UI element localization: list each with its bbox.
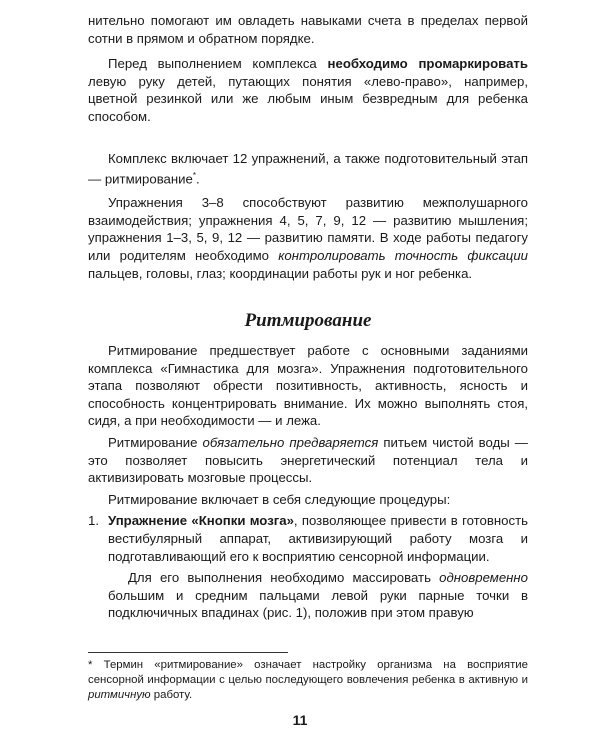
- text: .: [196, 171, 200, 187]
- footnote-mark: *: [88, 659, 93, 671]
- text: Ритмирование предшествует работе с основными заданиями комплекса «Гимнастика для мозга». Упражнения подготовительного этапа позволяют обрести позитивность, активность, ясность и способность концентрировать внимание. Их можно выполнять стоя, сидя, а при необходимости — и лежа.: [88, 343, 528, 429]
- body-text: [88, 12, 528, 622]
- bold-text: Упражнение «Кнопки мозга»: [108, 513, 294, 529]
- text: работу.: [150, 689, 193, 702]
- paragraph-marking: [88, 55, 528, 125]
- italic-text: обязательно предваряется: [202, 435, 379, 451]
- text: питьем чистой воды — это позволяет повысить энергетический потенциал тела и активизировать мозговые процессы.: [88, 435, 528, 486]
- text: Для его выполнения необходимо массировать: [128, 570, 440, 586]
- text: левую руку детей, путающих понятия «лево-право», например, цветной резинкой или же любым иным безвредным для ребенка способом.: [88, 73, 528, 124]
- page-number: 11: [292, 712, 308, 728]
- text: Комплекс включает 12 упражнений, а также подготовительный этап — ритмирование: [88, 150, 528, 187]
- footnote: [88, 658, 528, 704]
- paragraph-continuation: [88, 12, 528, 47]
- text: Термин «ритмирование» означает настройку организма на восприятие сенсорной информации с целью последующего вовлечения ребенка в активную и: [88, 659, 528, 687]
- italic-text: ритмичную: [88, 689, 151, 702]
- text: нительно помогают им овладеть навыками счета в пределах первой сотни в прямом и обратном порядке.: [88, 13, 528, 46]
- paragraph-water: [88, 434, 528, 487]
- text: Ритмирование: [108, 435, 203, 451]
- text: Упражнения 3–8 способствуют развитию межполушарного взаимодействия; упражнения 4, 5, 7, 9, 12 — развитию мышления; упражнения 1–3, 5, 9, 12 — развитию памяти. В ходе работы педагогу или родителям необходимо: [88, 195, 528, 263]
- text: Перед выполнением комплекса: [108, 56, 328, 72]
- footnote-text: [88, 658, 528, 704]
- paragraph-procedures: [88, 491, 528, 509]
- paragraph-complex: [88, 150, 528, 189]
- footnote-divider: [88, 652, 288, 653]
- paragraph-rhythm-intro: [88, 342, 528, 430]
- paragraph-exercises: [88, 194, 528, 282]
- footnote-ref: *: [192, 171, 196, 181]
- section-heading: Ритмирование: [244, 310, 372, 332]
- list-number: 1.: [88, 513, 99, 529]
- text: Ритмирование включает в себя следующие процедуры:: [108, 491, 451, 507]
- italic-text: контролировать точность фиксации: [278, 247, 528, 263]
- text: , позволяющее привести в готовность вестибулярный аппарат, активизирующий работу мозга и подготавливающий его к восприятию сенсорной информации.: [108, 513, 528, 564]
- bold-text: необходимо промаркировать: [327, 56, 528, 72]
- paragraph-massage: [88, 569, 528, 622]
- italic-text: одновременно: [439, 570, 528, 586]
- text: большим и средним пальцами левой руки парные точки в подключичных впадинах (рис. 1), положив при этом правую: [108, 587, 528, 621]
- list-item-brain-buttons: [88, 512, 528, 565]
- text: пальцев, головы, глаз; координации работы рук и ног ребенка.: [88, 265, 473, 281]
